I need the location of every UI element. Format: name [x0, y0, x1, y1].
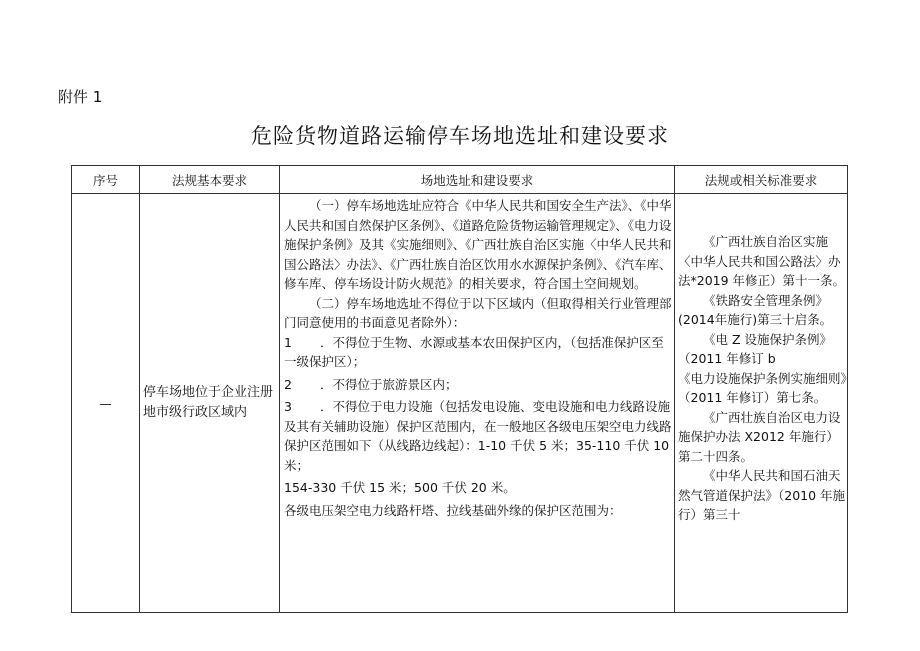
subitem-text: ．不得位于旅游景区内； — [320, 376, 458, 392]
attachment-label: 附件 1 — [58, 88, 103, 106]
requirement-subitem — [284, 375, 672, 395]
subitem-text: ．不得位于电力设施（包括发电设施、变电设施和电力线路设施及其有关辅助设施）保护区范围内，在一般地区各级电压架空电力线路保护区范围如下（从线路边线起）：1-10 千伏 5 米；35-110 千伏 10 米； — [284, 399, 672, 473]
requirement-item: （一）停车场地选址应符合《中华人民共和国安全生产法》、《中华人民共和国自然保护区条例》、《道路危险货物运输管理规定》、《电力设施保护条例》及其《实施细则》、《广西壮族自治区实施〈中华人民共和国公路法〉办法》、《广西壮族自治区饮用水水源保护条例》、《汽车库、修车库、停车场设计防火规范》的相关要求，符合国土空间规划。 — [284, 198, 672, 291]
subitem-number: 2 — [284, 376, 292, 392]
header-site-requirement: 场地选址和建设要求 — [280, 166, 675, 194]
requirement-item: （二）停车场地选址不得位于以下区域内（但取得相关行业管理部门同意使用的书面意见者除外）： — [284, 295, 672, 330]
header-number: 序号 — [72, 166, 140, 194]
subitem-number: 3 — [284, 399, 292, 414]
requirement-subitem — [284, 333, 672, 372]
standard-item: 《电 Z 设施保护条例》（2011 年修订 b — [678, 331, 833, 366]
standard-item: 《广西壮族自治区电力设施保护办法 X2012 年施行）第二十四条。 — [678, 409, 841, 464]
row-standards — [675, 194, 848, 613]
standard-item: 《广西壮族自治区实施〈中华人民共和国公路法〉办法*2019 年修正）第十一条。 — [678, 234, 846, 288]
requirement-item: 各级电压架空电力线路杆塔、拉线基础外缘的保护区范围为： — [284, 502, 622, 518]
requirement-subitem — [284, 397, 672, 475]
standard-item: 《中华人民共和国石油天然气管道保护法》（2010 年施行）第三十 — [678, 468, 846, 522]
subitem-number: 1 — [284, 334, 292, 350]
header-standards: 法规或相关标准要求 — [675, 166, 848, 194]
subitem-text: ．不得位于生物、水源或基本农田保护区内，（包括准保护区至一级保护区）； — [284, 334, 664, 369]
standard-item: 《电力设施保护条例实施细则》（2011 年修订）第七条。 — [678, 370, 847, 405]
row-site-requirements — [280, 194, 675, 613]
header-basic-requirement: 法规基本要求 — [140, 166, 280, 194]
table-row — [72, 194, 848, 613]
table-header-row — [72, 166, 848, 194]
requirements-table — [71, 165, 848, 613]
standard-item: 《铁路安全管理条例》(2014年施行)第三十启条。 — [678, 292, 833, 327]
row-basic-requirement: 停车场地位于企业注册地市级行政区域内 — [140, 194, 280, 613]
row-number: — — [72, 194, 140, 613]
document-title: 危险货物道路运输停车场地选址和建设要求 — [251, 124, 669, 148]
requirement-item: 154-330 千伏 15 米；500 千伏 20 米。 — [284, 480, 516, 495]
